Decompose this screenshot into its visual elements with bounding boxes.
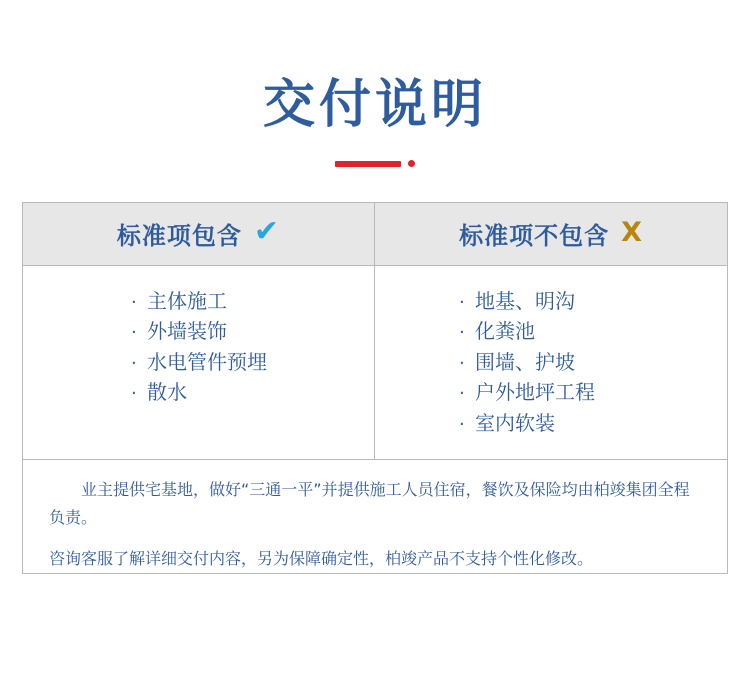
- excluded-item-label: 围墙、护坡: [475, 349, 575, 374]
- page-title: 交付说明: [262, 75, 487, 135]
- table-header-row: [23, 203, 727, 266]
- x-icon: X: [621, 217, 643, 249]
- table-header-included-label: 标准项包含: [116, 222, 242, 251]
- bullet-icon: ·: [459, 413, 465, 435]
- comparison-table: [22, 202, 728, 574]
- list-item: [459, 316, 727, 347]
- included-item-label: 外墙装饰: [147, 319, 227, 344]
- bullet-icon: ·: [131, 383, 137, 405]
- footer-notes: [23, 460, 727, 573]
- list-item: [131, 347, 374, 378]
- included-list: [23, 286, 374, 408]
- list-item: [131, 286, 374, 317]
- included-item-label: 水电管件预埋: [147, 349, 267, 374]
- table-header-included: [23, 203, 375, 265]
- table-header-excluded-label: 标准项不包含: [459, 222, 610, 251]
- bullet-icon: ·: [131, 291, 137, 313]
- bullet-icon: ·: [131, 352, 137, 374]
- excluded-item-label: 户外地坪工程: [475, 380, 595, 405]
- excluded-item-label: 化粪池: [475, 319, 535, 344]
- list-item: [459, 408, 727, 439]
- list-item: [131, 377, 374, 408]
- list-item: [131, 316, 374, 347]
- list-item: [459, 347, 727, 378]
- list-item: [459, 286, 727, 317]
- bullet-icon: ·: [131, 322, 137, 344]
- excluded-list: [375, 286, 727, 439]
- excluded-cell: [375, 266, 727, 459]
- included-cell: [23, 266, 375, 459]
- note-line-1: 业主提供宅基地，做好“三通一平”并提供施工人员住宿，餐饮及保险均由柏竣集团全程负责。: [49, 479, 690, 528]
- check-icon: ✔: [253, 213, 281, 249]
- bullet-icon: ·: [459, 322, 465, 344]
- bullet-icon: ·: [459, 383, 465, 405]
- included-item-label: 主体施工: [147, 288, 227, 313]
- excluded-item-label: 室内软装: [475, 410, 555, 435]
- note-line-2: 咨询客服了解详细交付内容，另为保障确定性，柏竣产品不支持个性化修改。: [49, 548, 594, 568]
- list-item: [459, 377, 727, 408]
- delivery-instructions-page: [0, 75, 750, 675]
- excluded-item-label: 地基、明沟: [475, 288, 575, 313]
- table-body-row: [23, 266, 727, 460]
- divider-dot: [408, 160, 415, 167]
- table-header-excluded: [375, 203, 727, 265]
- title-divider: [0, 159, 750, 169]
- bullet-icon: ·: [459, 291, 465, 313]
- divider-bar: [335, 161, 401, 167]
- included-item-label: 散水: [147, 380, 187, 405]
- bullet-icon: ·: [459, 352, 465, 374]
